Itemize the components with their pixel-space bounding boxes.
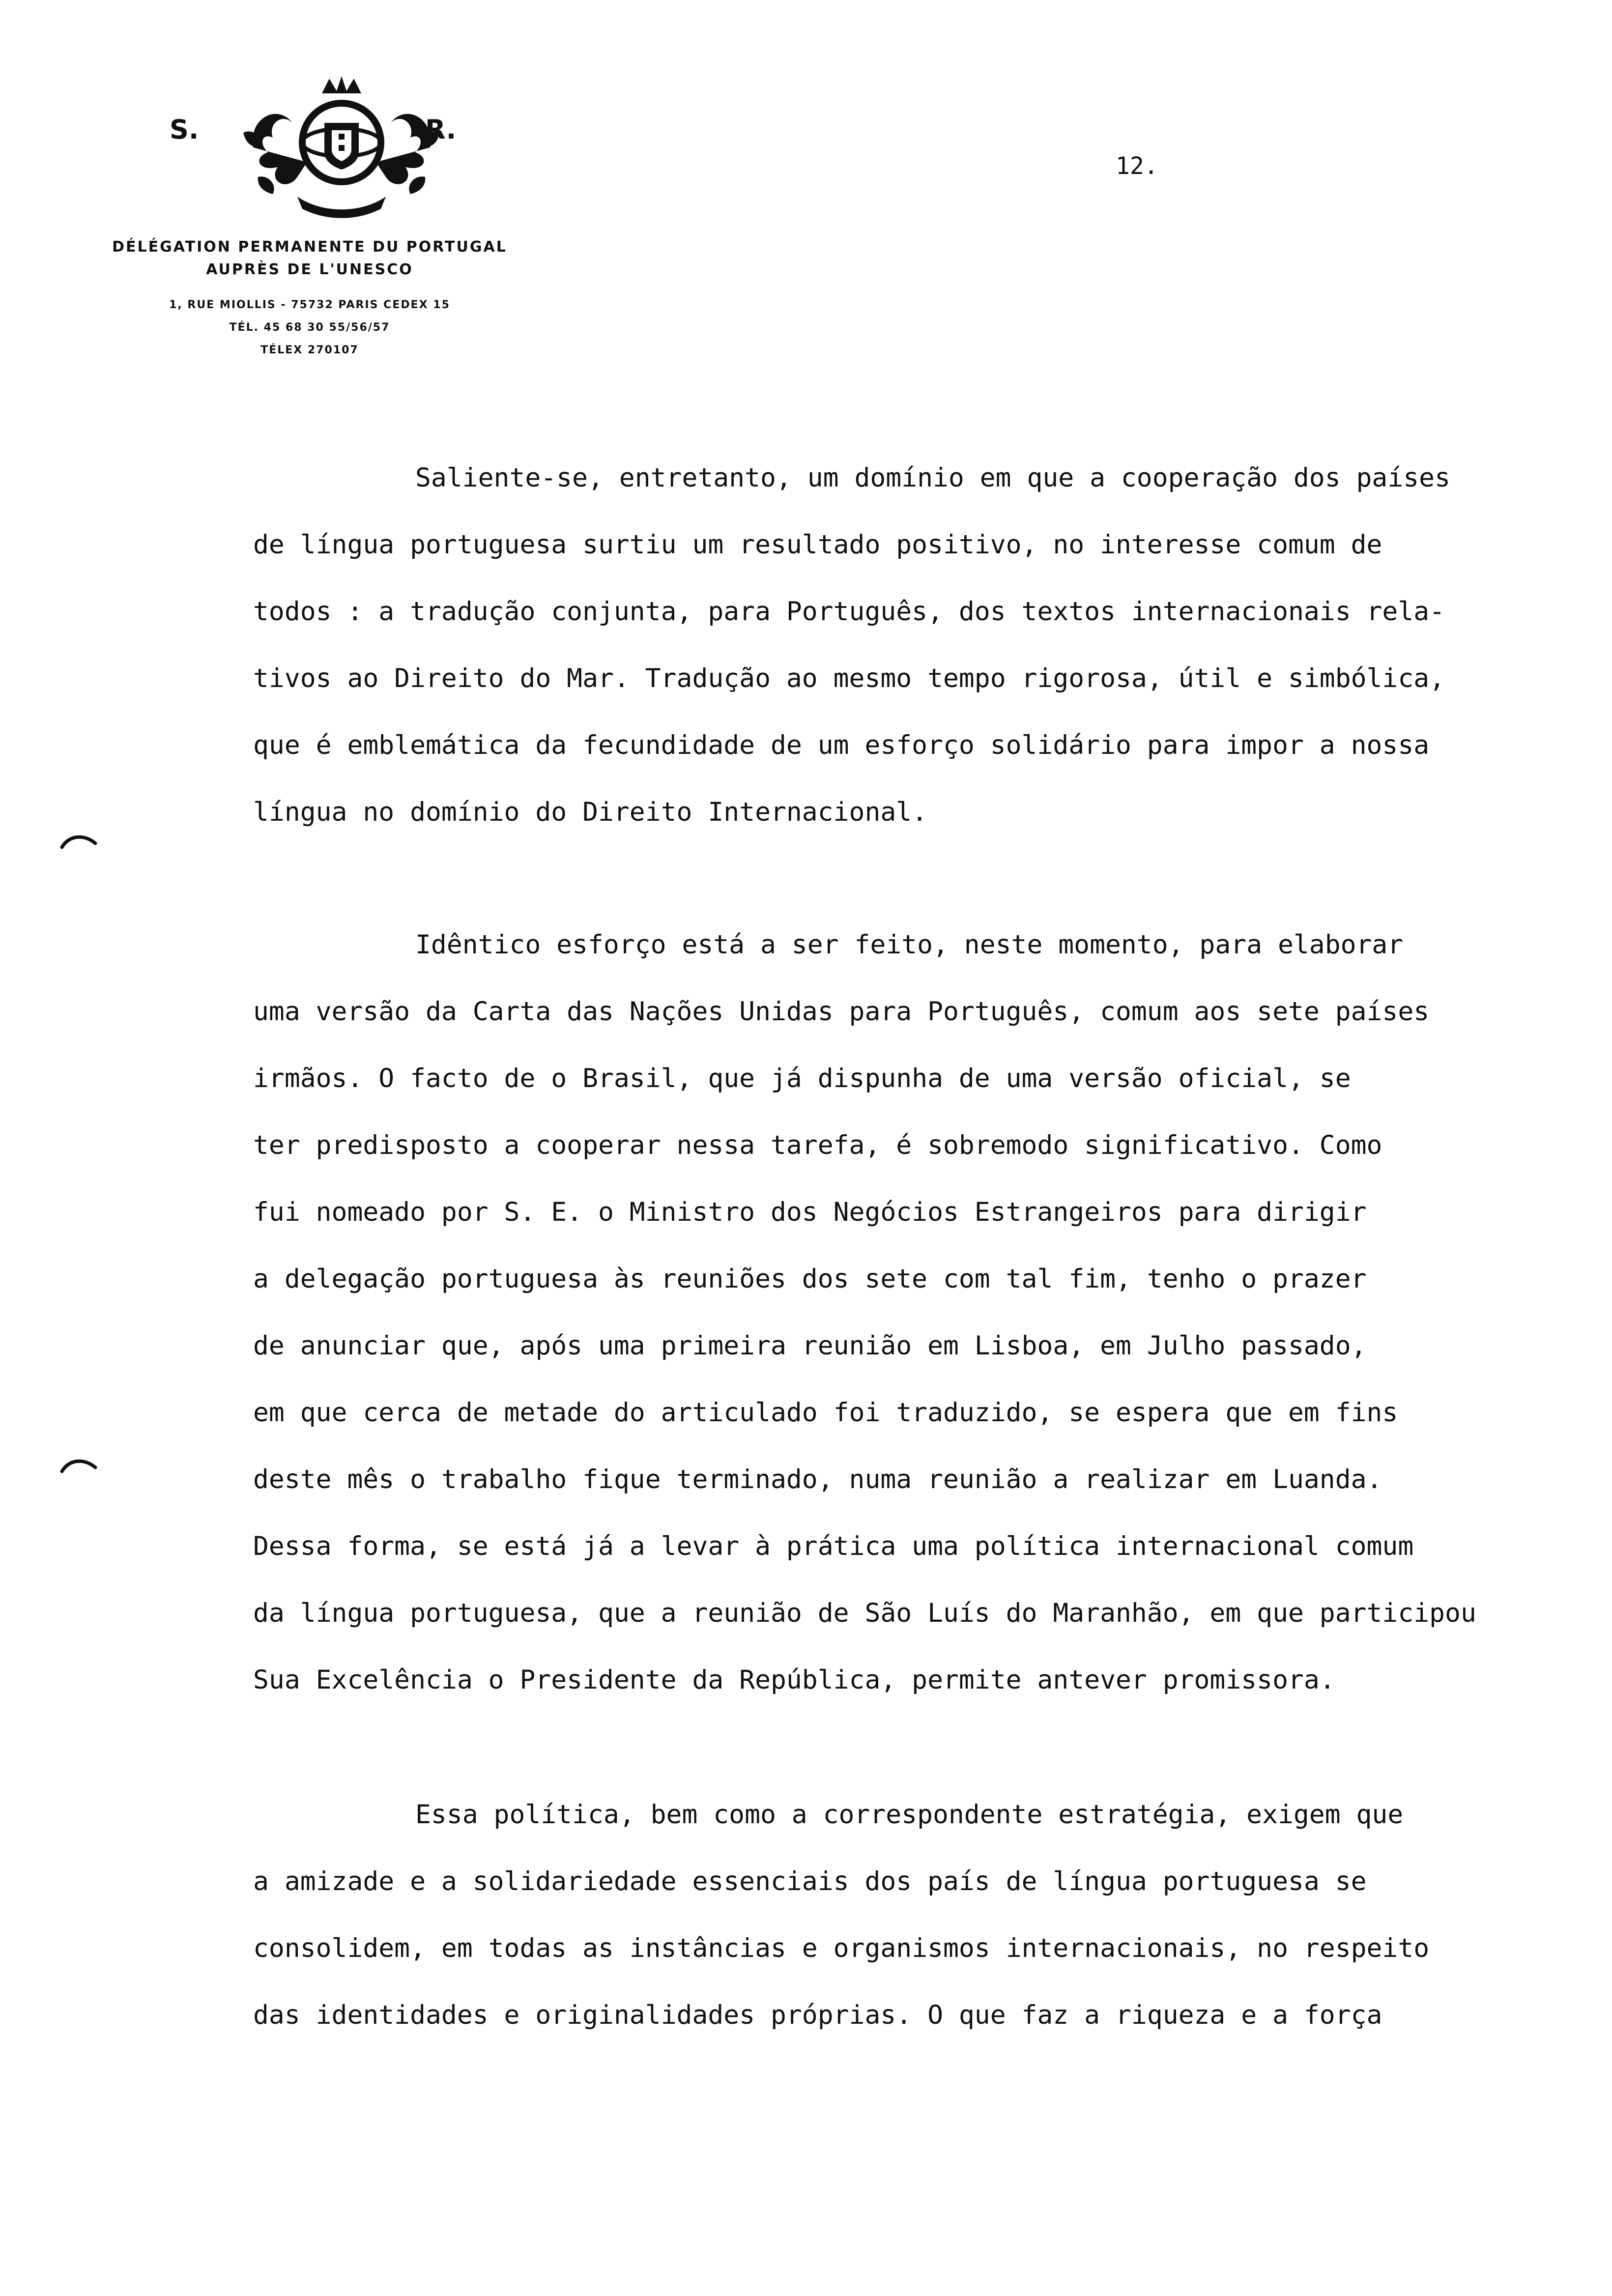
paragraph-3 <box>253 1781 1590 2049</box>
margin-mark-icon <box>59 831 98 850</box>
text-line: de anunciar que, após uma primeira reunião em Lisboa, em Julho passado, <box>253 1331 1367 1361</box>
letterhead-seal-row <box>64 74 555 236</box>
text-line: uma versão da Carta das Nações Unidas para Português, comum aos sete países <box>253 997 1430 1027</box>
letterhead-telex: TÉLEX 270107 <box>260 344 359 356</box>
letterhead-address: 1, RUE MIOLLIS - 75732 PARIS CEDEX 15 <box>169 299 450 311</box>
text-line: ter predisposto a cooperar nessa tarefa, é sobremodo significativo. Como <box>253 1130 1382 1160</box>
margin-mark-icon <box>59 1455 98 1474</box>
text-line: Saliente-se, entretanto, um domínio em que a cooperação dos países <box>415 463 1450 493</box>
text-line: todos : a tradução conjunta, para Português, dos textos internacionais rela- <box>253 597 1445 627</box>
text-line: a delegação portuguesa às reuniões dos sete com tal fim, tenho o prazer <box>253 1264 1367 1294</box>
text-line: de língua portuguesa surtiu um resultado positivo, no interesse comum de <box>253 530 1382 560</box>
text-line: Sua Excelência o Presidente da República, permite antever promissora. <box>253 1665 1335 1695</box>
text-line: irmãos. O facto de o Brasil, que já dispunha de uma versão oficial, se <box>253 1063 1351 1093</box>
letterhead-org-line1: DÉLÉGATION PERMANENTE DU PORTUGAL <box>112 238 507 256</box>
text-line: língua no domínio do Direito Internacional. <box>253 797 928 827</box>
text-line: das identidades e originalidades próprias. O que faz a riqueza e a força <box>253 2000 1382 2030</box>
letterhead-left-letter: S. <box>170 114 199 145</box>
text-line: da língua portuguesa, que a reunião de São Luís do Maranhão, em que participou <box>253 1598 1476 1628</box>
text-line: Idêntico esforço está a ser feito, neste momento, para elaborar <box>415 930 1404 960</box>
text-line: a amizade e a solidariedade essenciais dos país de língua portuguesa se <box>253 1866 1367 1896</box>
text-line: deste mês o trabalho fique terminado, numa reunião a realizar em Luanda. <box>253 1464 1382 1494</box>
letterhead-telephone: TÉL. 45 68 30 55/56/57 <box>229 321 390 334</box>
page-number: 12. <box>1116 152 1158 180</box>
letterhead <box>64 74 555 362</box>
text-line: fui nomeado por S. E. o Ministro dos Negócios Estrangeiros para dirigir <box>253 1197 1367 1227</box>
coat-of-arms-icon <box>233 74 450 221</box>
paragraph-1 <box>253 445 1590 846</box>
text-line: Essa política, bem como a correspondente estratégia, exigem que <box>415 1800 1404 1830</box>
text-line: tivos ao Direito do Mar. Tradução ao mesmo tempo rigorosa, útil e simbólica, <box>253 663 1445 693</box>
letterhead-right-letter: R. <box>425 114 457 145</box>
text-line: consolidem, em todas as instâncias e organismos internacionais, no respeito <box>253 1933 1430 1963</box>
text-line: em que cerca de metade do articulado foi traduzido, se espera que em fins <box>253 1398 1398 1428</box>
paragraph-2 <box>253 912 1590 1714</box>
text-line: que é emblemática da fecundidade de um esforço solidário para impor a nossa <box>253 730 1430 760</box>
text-line: Dessa forma, se está já a levar à prática uma política internacional comum <box>253 1531 1414 1561</box>
letterhead-org-line2: AUPRÈS DE L'UNESCO <box>206 261 413 278</box>
